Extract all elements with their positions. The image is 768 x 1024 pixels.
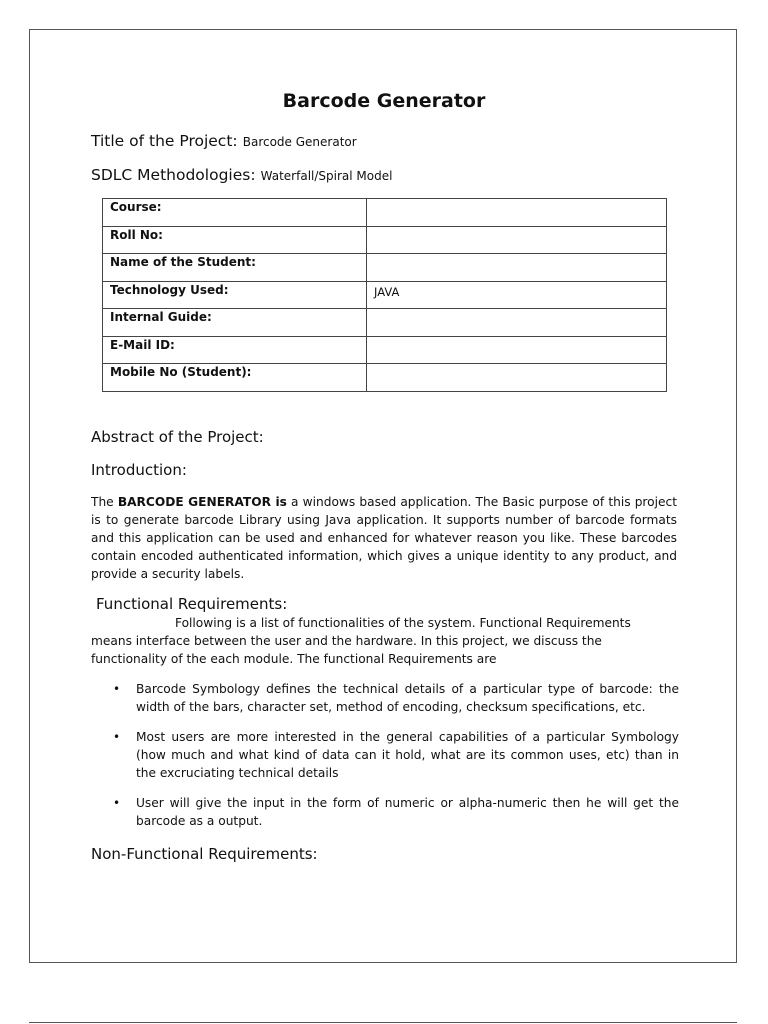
list-item: [113, 728, 679, 782]
functional-paragraph: [91, 614, 651, 668]
row-value: [367, 309, 667, 337]
row-label: Course:: [103, 199, 367, 227]
list-item-text: Barcode Symbology defines the technical details of a particular type of barcode: the width of the bars, character set, method of encoding, checksum specifications, etc.: [136, 682, 679, 714]
table-row: [103, 281, 667, 309]
row-label: E-Mail ID:: [103, 336, 367, 364]
row-label: Internal Guide:: [103, 309, 367, 337]
sdlc-line: [91, 165, 392, 184]
functional-requirements-heading: Functional Requirements:: [96, 595, 288, 613]
functional-bullet-list: [113, 680, 679, 842]
table-row: [103, 309, 667, 337]
row-value: [367, 254, 667, 282]
list-item-text: Most users are more interested in the general capabilities of a particular Symbology (how much and what kind of data can it hold, what are its common uses, etc) than in the excruciating technical details: [136, 730, 679, 780]
row-value: [367, 336, 667, 364]
student-info-table: [102, 198, 667, 392]
sdlc-label: SDLC Methodologies:: [91, 166, 256, 184]
list-item: [113, 794, 679, 830]
bullet-icon: •: [113, 682, 121, 696]
next-page-edge: [29, 1022, 737, 1023]
project-title-label: Title of the Project:: [91, 132, 238, 150]
row-label: Name of the Student:: [103, 254, 367, 282]
table-row: [103, 254, 667, 282]
introduction-paragraph: [91, 493, 677, 583]
functional-para-rest: means interface between the user and the hardware. In this project, we discuss the functionality of the each module. The functional Requirements are: [91, 634, 602, 666]
bullet-icon: •: [113, 796, 121, 810]
row-value: [367, 364, 667, 392]
list-item-text: User will give the input in the form of numeric or alpha-numeric then he will get the barcode as a output.: [136, 796, 679, 828]
introduction-heading: Introduction:: [91, 461, 187, 479]
table-row: [103, 199, 667, 227]
functional-para-line1: Following is a list of functionalities of the system. Functional Requirements: [175, 616, 631, 630]
abstract-heading: Abstract of the Project:: [91, 428, 264, 446]
non-functional-requirements-heading: Non-Functional Requirements:: [91, 845, 318, 863]
document-title: Barcode Generator: [282, 90, 486, 112]
row-label: Roll No:: [103, 226, 367, 254]
list-item: [113, 680, 679, 716]
project-title-line: [91, 131, 357, 150]
intro-lead: The: [91, 495, 118, 509]
table-row: [103, 336, 667, 364]
bullet-icon: •: [113, 730, 121, 744]
row-label: Mobile No (Student):: [103, 364, 367, 392]
sdlc-value: Waterfall/Spiral Model: [260, 169, 393, 183]
table-row: [103, 226, 667, 254]
intro-body: a windows based application. The Basic purpose of this project is to generate barcode Library using Java application. It supports number of barcode formats and this application can be used and enhanced for whatever reason you like. These barcodes contain encoded authenticated information, which gives a unique identity to any product, and provide a security labels.: [91, 495, 677, 581]
table-row: [103, 364, 667, 392]
project-title-value: Barcode Generator: [242, 135, 357, 149]
row-value: [367, 199, 667, 227]
row-label: Technology Used:: [103, 281, 367, 309]
row-value: [367, 226, 667, 254]
row-value: JAVA: [367, 281, 667, 309]
intro-emphasis: BARCODE GENERATOR is: [117, 495, 287, 509]
